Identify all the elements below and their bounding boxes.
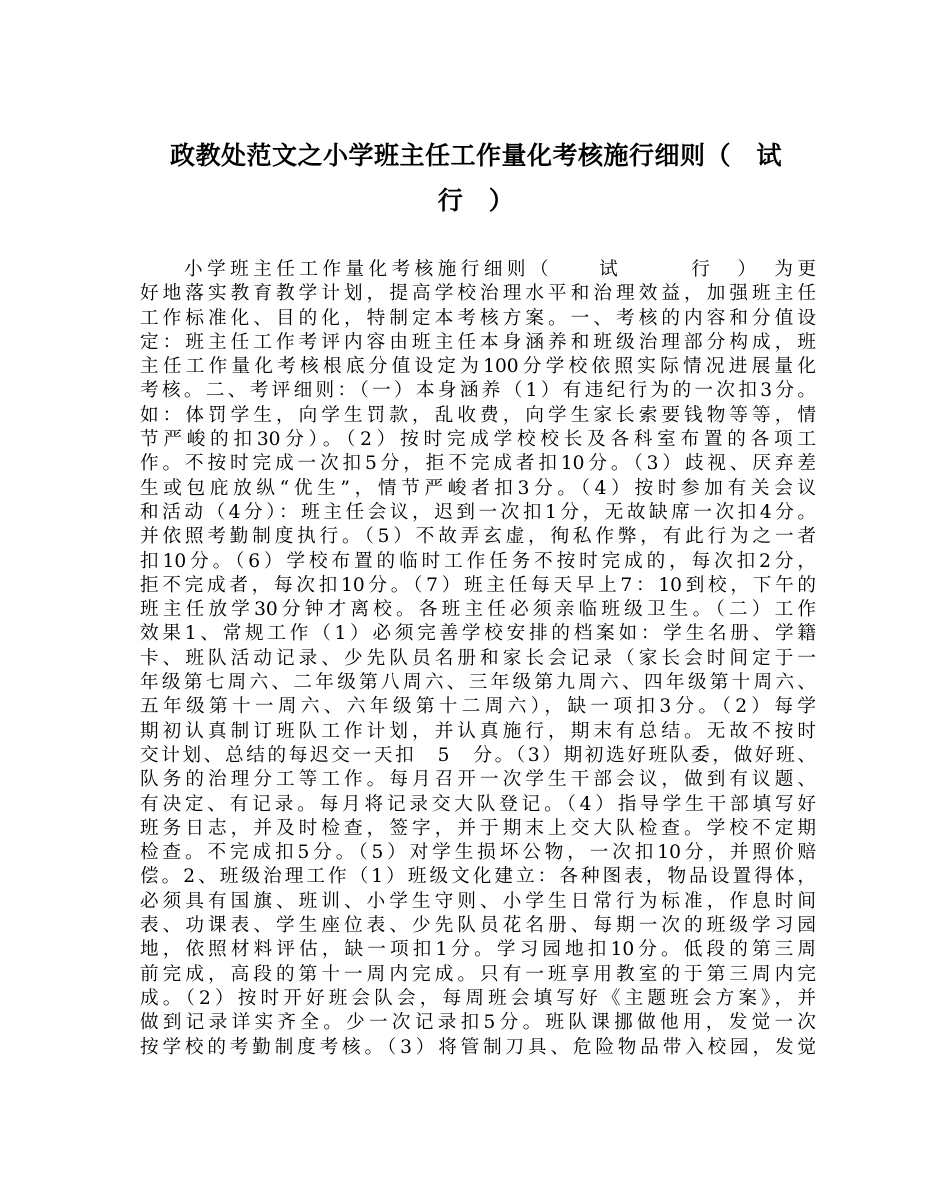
title-line: 政教处范文之小学班主任工作量化考核施行细则（ 试 (169, 141, 782, 170)
body-line: 检查。不完成扣5分。（5）对学生损坏公物，一次扣10分，并照价赔 (140, 842, 816, 864)
body-line: 交计划、总结的每迟交一天扣 5 分。（3）期初选好班队委，做好班、 (140, 744, 816, 766)
body-line: 并依照考勤制度执行。（5）不故弄玄虚，徇私作弊，有此行为之一者 (140, 526, 817, 548)
document-title (140, 133, 812, 223)
body-line: 考核。二、考评细则：（一）本身涵养（1）有违纪行为的一次扣3分。 (140, 380, 816, 402)
body-line: 如：体罚学生，向学生罚款，乱收费，向学生家长索要钱物等等，情 (140, 404, 816, 426)
body-line: 效果1、常规工作（1）必须完善学校安排的档案如：学生名册、学籍 (140, 623, 816, 645)
body-line: 按学校的考勤制度考核。（3）将管制刀具、危险物品带入校园，发觉 (140, 1036, 816, 1058)
body-line: 偿。2、班级治理工作（1）班级文化建立：各种图表，物品设置得体， (140, 866, 816, 888)
body-line: 地，依照材料评估，缺一项扣1分。学习园地扣10分。低段的第三周 (140, 939, 816, 961)
body-line: 作。不按时完成一次扣5分，拒不完成者扣10分。（3）歧视、厌弃差 (140, 453, 816, 475)
title-line: 行 ） (437, 186, 515, 215)
body-line: 工作标准化、目的化，特制定本考核方案。一、考核的内容和分值设 (140, 307, 816, 329)
body-line: 卡、班队活动记录、少先队员名册和家长会记录（家长会时间定于一 (140, 647, 816, 669)
body-line: 班务日志，并及时检查，签字，并于期末上交大队检查。学校不定期 (140, 817, 816, 839)
body-line: 班主任放学30分钟才离校。各班主任必须亲临班级卫生。（二）工作 (140, 599, 816, 621)
body-line: 小学班主任工作量化考核施行细则（ 试 行 ） 为更 (184, 259, 816, 280)
body-line: 好地落实教育教学计划，提高学校治理水平和治理效益，加强班主任 (140, 283, 816, 305)
document-body (140, 258, 816, 1060)
body-line: 做到记录详实齐全。少一次记录扣5分。班队课挪做他用，发觉一次 (140, 1012, 816, 1034)
body-line: 有决定、有记录。每月将记录交大队登记。（4）指导学生干部填写好 (140, 793, 816, 815)
body-line: 节严峻的扣30分）。（2）按时完成学校校长及各科室布置的各项工 (140, 429, 816, 451)
body-line: 成。（2）按时开好班会队会，每周班会填写好《主题班会方案》，并 (140, 987, 816, 1009)
body-line: 前完成，高段的第十一周内完成。只有一班享用教室的于第三周内完 (140, 963, 816, 985)
body-line: 队务的治理分工等工作。每月召开一次学生干部会议，做到有议题、 (140, 769, 816, 791)
body-line: 年级第七周六、二年级第八周六、三年级第九周六、四年级第十周六、 (140, 672, 816, 694)
body-line: 和活动（4分）：班主任会议，迟到一次扣1分，无故缺席一次扣4分。 (140, 501, 816, 523)
body-line: 必须具有国旗、班训、小学生守则、小学生日常行为标准，作息时间 (140, 890, 816, 912)
body-line: 主任工作量化考核根底分值设定为100分学校依照实际情况进展量化 (140, 356, 816, 378)
body-line: 期初认真制订班队工作计划，并认真施行，期末有总结。无故不按时 (140, 720, 816, 742)
body-line: 表、功课表、学生座位表、少先队员花名册、每期一次的班级学习园 (140, 915, 816, 937)
body-line: 拒不完成者，每次扣10分。（7）班主任每天早上7：10到校，下午的 (140, 574, 816, 596)
body-line: 定：班主任工作考评内容由班主任本身涵养和班级治理部分构成，班 (140, 331, 816, 353)
body-line: 生或包庇放纵“优生”，情节严峻者扣3分。（4）按时参加有关会议 (140, 477, 816, 499)
body-line: 五年级第十一周六、六年级第十二周六），缺一项扣3分。（2）每学 (140, 696, 816, 718)
body-line: 扣10分。（6）学校布置的临时工作任务不按时完成的，每次扣2分， (140, 550, 816, 572)
